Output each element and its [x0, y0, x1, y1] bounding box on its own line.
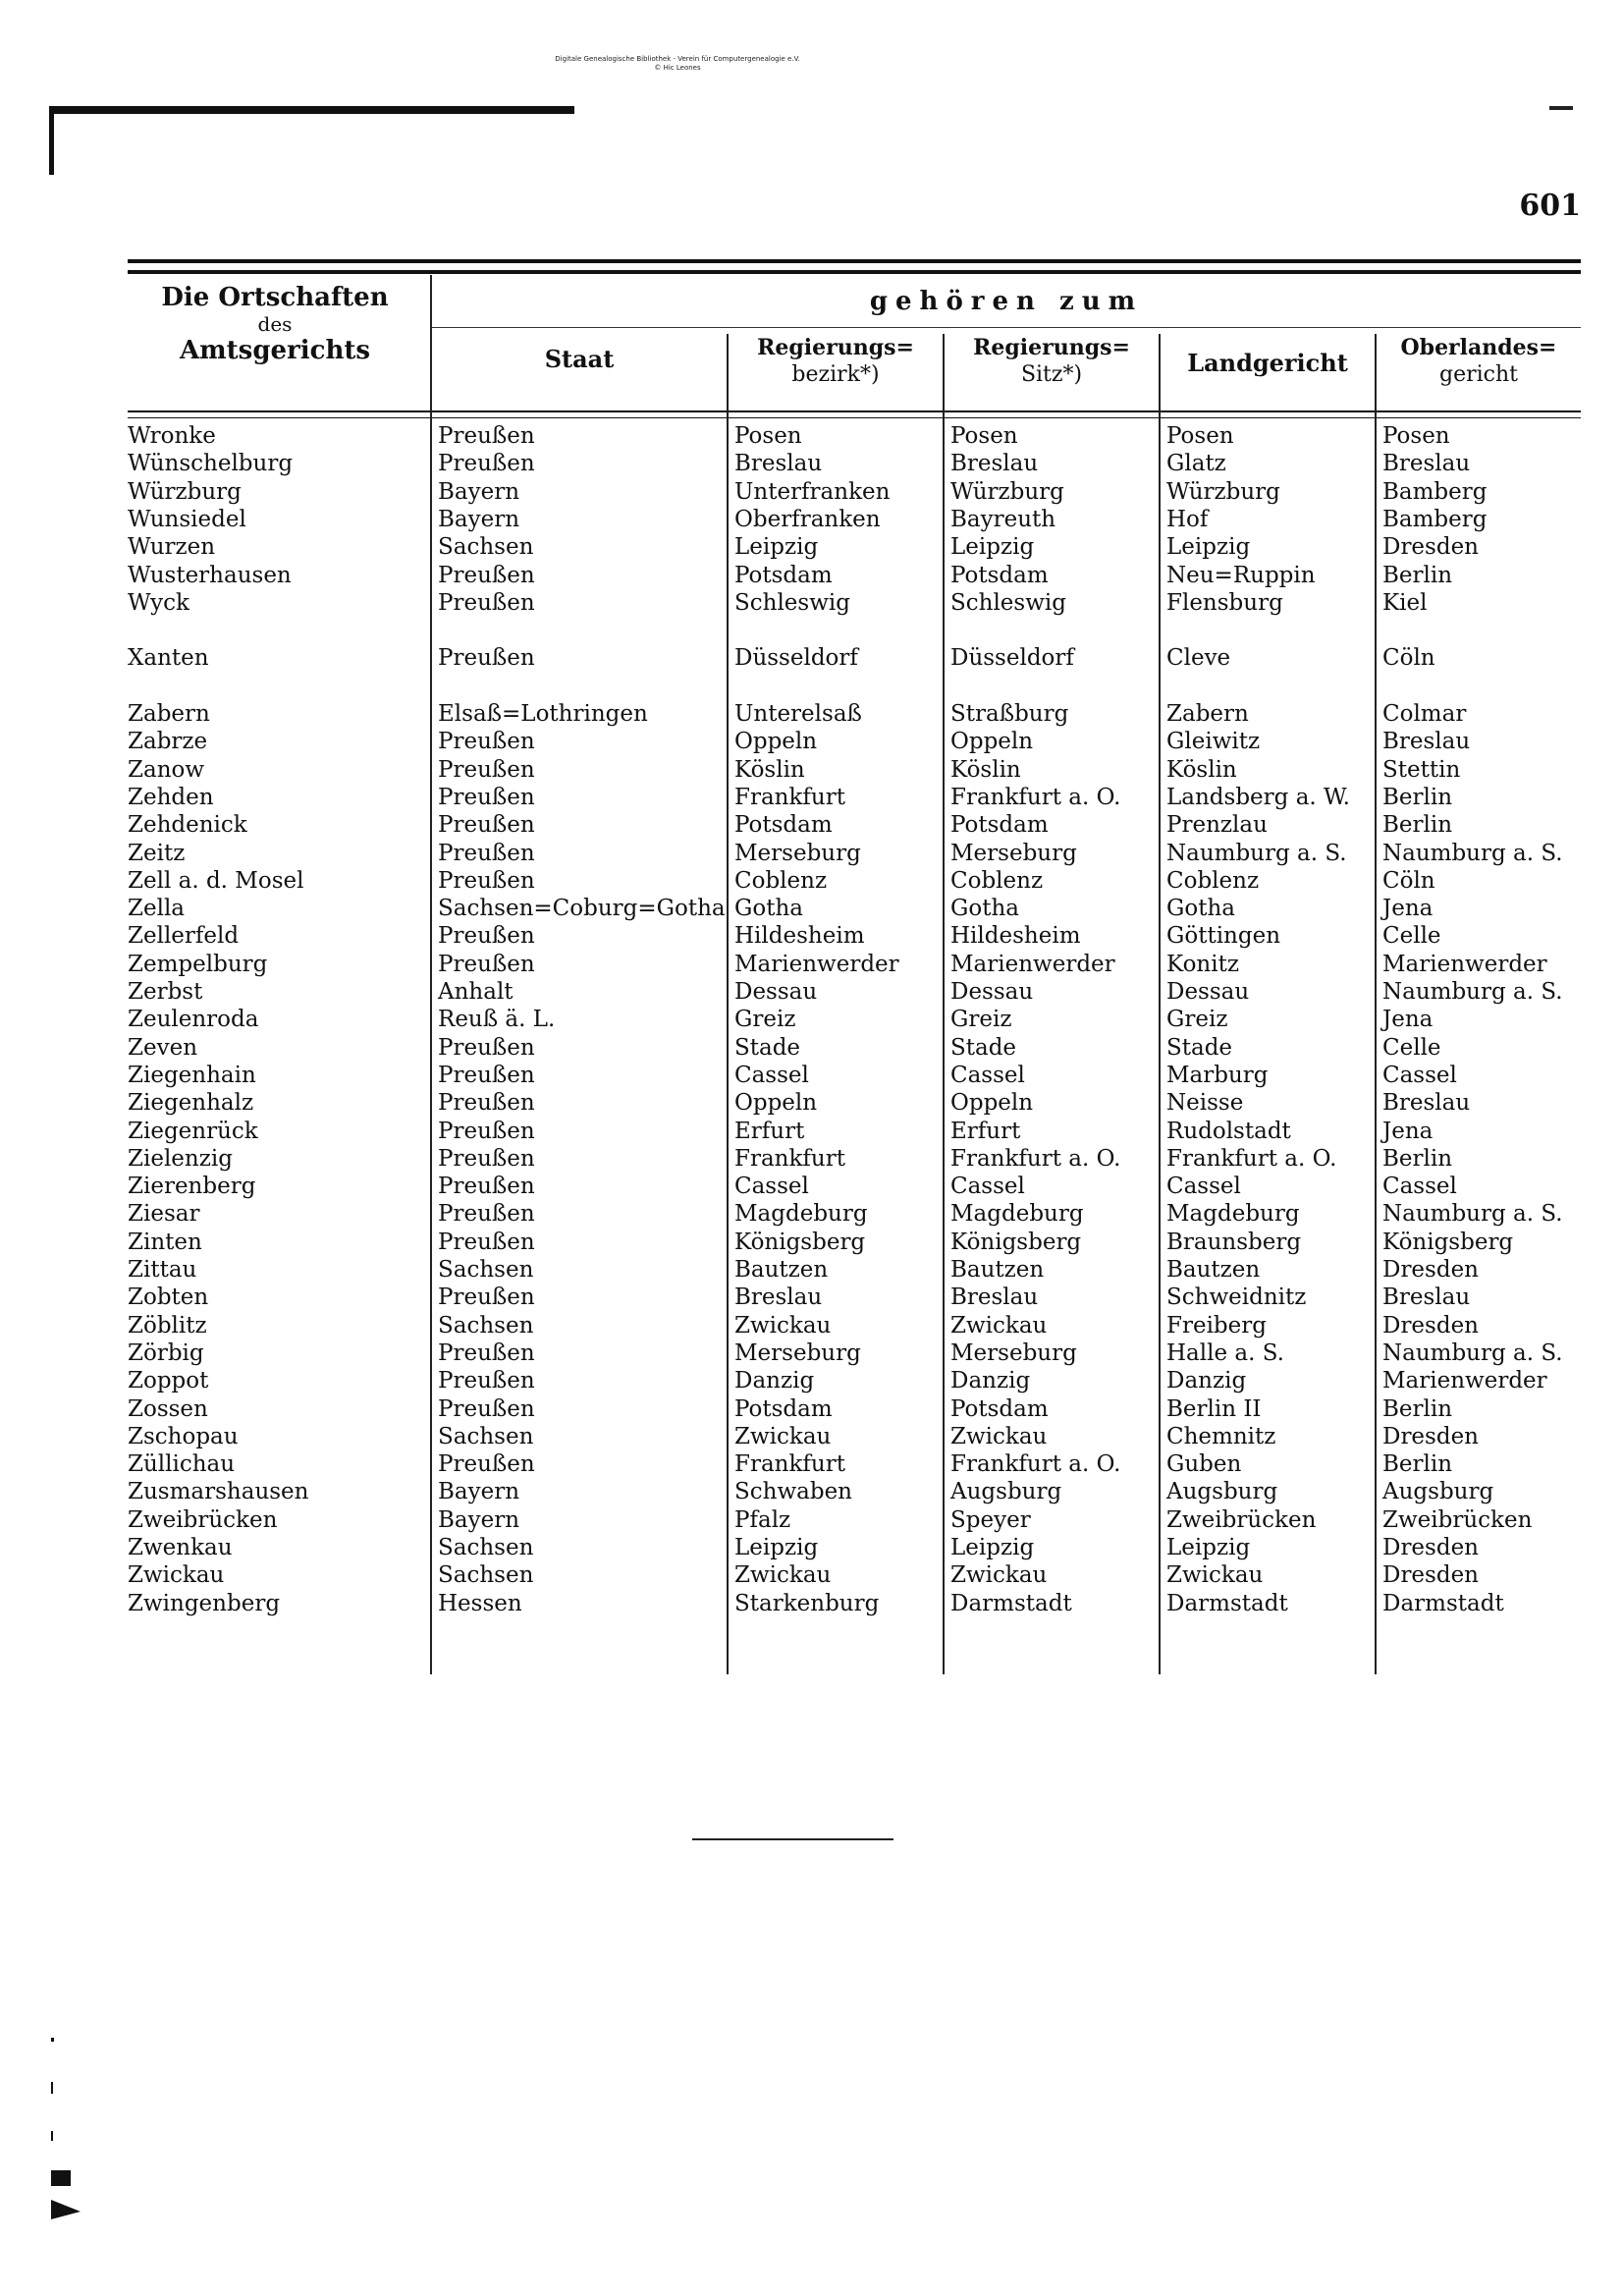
scan-speck	[51, 2170, 71, 2186]
cell-ortschaft: Wünschelburg	[128, 451, 294, 477]
cell-oberlandesgericht: Kiel	[1382, 589, 1428, 616]
cell-landgericht: Köslin	[1166, 756, 1237, 783]
header-ortschaften	[128, 283, 422, 365]
cell-ortschaft: Ziesar	[128, 1201, 200, 1228]
cell-staat: Bayern	[438, 478, 520, 505]
cell-regierungsbezirk: Bautzen	[734, 1257, 829, 1283]
cell-regierungsbezirk: Frankfurt	[734, 1145, 845, 1172]
cell-landgericht: Magdeburg	[1166, 1201, 1300, 1228]
scan-edge-left	[49, 106, 54, 175]
cell-regierungsbezirk: Potsdam	[734, 562, 833, 588]
cell-ortschaft: Zwenkau	[128, 1535, 233, 1560]
cell-regierungssitz: Königsberg	[950, 1229, 1082, 1255]
cell-regierungssitz: Straßburg	[950, 701, 1069, 727]
cell-landgericht: Naumburg a. S.	[1166, 840, 1347, 866]
cell-regierungssitz: Breslau	[950, 1285, 1039, 1311]
cell-oberlandesgericht: Dresden	[1382, 534, 1479, 561]
cell-landgericht: Zwickau	[1166, 1562, 1264, 1589]
header-regierungsbezirk	[729, 334, 943, 389]
cell-ortschaft: Ziegenrück	[128, 1118, 258, 1144]
cell-regierungsbezirk: Oberfranken	[734, 506, 881, 532]
cell-oberlandesgericht: Darmstadt	[1382, 1590, 1504, 1616]
cell-staat: Preußen	[438, 1145, 535, 1172]
bottom-rule	[692, 1838, 893, 1840]
cell-staat: Preußen	[438, 951, 535, 977]
cell-regierungssitz: Potsdam	[950, 812, 1049, 839]
cell-staat: Preußen	[438, 645, 535, 672]
cell-ortschaft: Zittau	[128, 1257, 197, 1283]
cell-ortschaft: Zöblitz	[128, 1312, 207, 1339]
cell-landgericht: Halle a. S.	[1166, 1339, 1284, 1366]
header-staat: Staat	[544, 345, 615, 373]
cell-landgericht: Neu=Ruppin	[1166, 562, 1316, 588]
top-rule-thick	[128, 259, 1581, 263]
scan-speck	[51, 2082, 53, 2094]
cell-landgericht: Marburg	[1166, 1062, 1269, 1088]
header-ortschaften-line3: Amtsgerichts	[179, 336, 370, 365]
cell-oberlandesgericht: Celle	[1382, 923, 1441, 950]
cell-regierungssitz: Hildesheim	[950, 923, 1081, 950]
cell-ortschaft: Ziegenhalz	[128, 1090, 254, 1117]
cell-regierungsbezirk: Danzig	[734, 1368, 815, 1394]
cell-staat: Anhalt	[438, 979, 514, 1005]
cell-oberlandesgericht: Dresden	[1382, 1423, 1479, 1449]
cell-ortschaft: Zschopau	[128, 1423, 239, 1449]
cell-landgericht: Schweidnitz	[1166, 1285, 1307, 1311]
cell-staat: Preußen	[438, 1285, 535, 1311]
cell-regierungsbezirk: Zwickau	[734, 1312, 832, 1339]
cell-regierungssitz: Bautzen	[950, 1257, 1045, 1283]
cell-staat: Preußen	[438, 784, 535, 810]
cell-landgericht: Göttingen	[1166, 923, 1281, 950]
cell-staat: Preußen	[438, 1090, 535, 1117]
cell-landgericht: Bautzen	[1166, 1257, 1261, 1283]
cell-regierungssitz: Würzburg	[950, 478, 1064, 505]
cell-regierungssitz: Oppeln	[950, 729, 1034, 755]
cell-regierungssitz: Magdeburg	[950, 1201, 1084, 1228]
header-olg-line2: gericht	[1439, 362, 1518, 387]
cell-staat: Preußen	[438, 423, 535, 449]
cell-staat: Preußen	[438, 840, 535, 866]
cell-staat: Preußen	[438, 1201, 535, 1228]
cell-staat: Preußen	[438, 451, 535, 477]
cell-staat: Sachsen	[438, 1423, 534, 1449]
cell-regierungssitz: Potsdam	[950, 1395, 1049, 1422]
cell-landgericht: Dessau	[1166, 979, 1250, 1005]
cell-staat: Preußen	[438, 867, 535, 894]
cell-landgericht: Flensburg	[1166, 589, 1283, 616]
cell-oberlandesgericht: Dresden	[1382, 1257, 1479, 1283]
cell-oberlandesgericht: Dresden	[1382, 1312, 1479, 1339]
top-rule-second	[128, 270, 1581, 274]
cell-regierungssitz: Speyer	[950, 1506, 1031, 1533]
cell-staat: Preußen	[438, 1062, 535, 1088]
cell-regierungsbezirk: Zwickau	[734, 1562, 832, 1589]
cell-regierungssitz: Danzig	[950, 1368, 1031, 1394]
cell-oberlandesgericht: Berlin	[1382, 1145, 1453, 1172]
cell-regierungsbezirk: Greiz	[734, 1007, 796, 1033]
cell-ortschaft: Xanten	[128, 645, 209, 672]
cell-regierungsbezirk: Breslau	[734, 1285, 823, 1311]
header-olg-line1: Oberlandes=	[1400, 335, 1557, 360]
cell-oberlandesgericht: Bamberg	[1382, 506, 1488, 532]
cell-regierungssitz: Zwickau	[950, 1312, 1048, 1339]
header-bottom-rule	[128, 410, 1581, 412]
cell-regierungssitz: Leipzig	[950, 1535, 1035, 1560]
scan-edge-bar	[49, 106, 574, 114]
cell-regierungsbezirk: Gotha	[734, 896, 803, 922]
cell-regierungssitz: Düsseldorf	[950, 645, 1074, 672]
header-ortschaften-line2: des	[257, 312, 293, 336]
cell-oberlandesgericht: Cassel	[1382, 1174, 1457, 1200]
cell-regierungssitz: Oppeln	[950, 1090, 1034, 1117]
header-regsitz-line1: Regierungs=	[973, 335, 1130, 360]
cell-staat: Preußen	[438, 589, 535, 616]
cell-oberlandesgericht: Dresden	[1382, 1562, 1479, 1589]
cell-staat: Preußen	[438, 729, 535, 755]
cell-ortschaft: Wunsiedel	[128, 506, 246, 532]
cell-regierungsbezirk: Starkenburg	[734, 1590, 880, 1616]
page-number: 601	[1519, 189, 1581, 223]
cell-staat: Sachsen	[438, 534, 534, 561]
cell-oberlandesgericht: Breslau	[1382, 1090, 1471, 1117]
cell-landgericht: Stade	[1166, 1034, 1233, 1061]
cell-regierungssitz: Potsdam	[950, 562, 1049, 588]
cell-oberlandesgericht: Jena	[1382, 1007, 1434, 1033]
cell-oberlandesgericht: Zweibrücken	[1382, 1506, 1533, 1533]
cell-landgericht: Zweibrücken	[1166, 1506, 1317, 1533]
cell-regierungssitz: Gotha	[950, 896, 1019, 922]
column-divider	[1159, 334, 1161, 1674]
cell-landgericht: Konitz	[1166, 951, 1239, 977]
cell-regierungssitz: Augsburg	[950, 1479, 1062, 1505]
cell-regierungssitz: Posen	[950, 423, 1018, 449]
cell-landgericht: Coblenz	[1166, 867, 1260, 894]
cell-ortschaft: Zell a. d. Mosel	[128, 867, 304, 894]
cell-landgericht: Guben	[1166, 1451, 1242, 1478]
cell-oberlandesgericht: Breslau	[1382, 451, 1471, 477]
cell-landgericht: Neisse	[1166, 1090, 1244, 1117]
cell-regierungssitz: Erfurt	[950, 1118, 1021, 1144]
cell-landgericht: Landsberg a. W.	[1166, 784, 1350, 810]
watermark-line1: Digitale Genealogische Bibliothek - Verein für Computergenealogie e.V.	[555, 55, 800, 63]
cell-staat: Preußen	[438, 812, 535, 839]
cell-regierungsbezirk: Dessau	[734, 979, 818, 1005]
cell-ortschaft: Zehden	[128, 784, 214, 810]
cell-regierungssitz: Frankfurt a. O.	[950, 1145, 1121, 1172]
cell-oberlandesgericht: Jena	[1382, 1118, 1434, 1144]
cell-landgericht: Hof	[1166, 506, 1209, 532]
cell-landgericht: Darmstadt	[1166, 1590, 1288, 1616]
cell-oberlandesgericht: Berlin	[1382, 812, 1453, 839]
cell-landgericht: Leipzig	[1166, 534, 1251, 561]
cell-ortschaft: Ziegenhain	[128, 1062, 256, 1088]
cell-oberlandesgericht: Marienwerder	[1382, 951, 1547, 977]
header-landgericht: Landgericht	[1187, 349, 1348, 377]
header-regierungssitz	[945, 334, 1159, 389]
cell-landgericht: Augsburg	[1166, 1479, 1278, 1505]
cell-regierungssitz: Zwickau	[950, 1423, 1048, 1449]
cell-oberlandesgericht: Naumburg a. S.	[1382, 840, 1563, 866]
cell-oberlandesgericht: Naumburg a. S.	[1382, 1201, 1563, 1228]
cell-regierungssitz: Breslau	[950, 451, 1039, 477]
cell-landgericht: Leipzig	[1166, 1535, 1251, 1560]
cell-regierungssitz: Leipzig	[950, 534, 1035, 561]
cell-ortschaft: Zwickau	[128, 1562, 225, 1589]
cell-oberlandesgericht: Berlin	[1382, 1451, 1453, 1478]
cell-oberlandesgericht: Augsburg	[1382, 1479, 1494, 1505]
scan-corner-mark	[1549, 106, 1573, 110]
cell-regierungssitz: Cassel	[950, 1062, 1025, 1088]
cell-ortschaft: Zeitz	[128, 840, 186, 866]
cell-oberlandesgericht: Berlin	[1382, 784, 1453, 810]
cell-staat: Preußen	[438, 1229, 535, 1255]
column-divider	[727, 334, 729, 1674]
cell-regierungssitz: Coblenz	[950, 867, 1044, 894]
cell-staat: Bayern	[438, 1506, 520, 1533]
cell-regierungssitz: Dessau	[950, 979, 1034, 1005]
cell-ortschaft: Zeven	[128, 1034, 198, 1061]
cell-regierungsbezirk: Frankfurt	[734, 1451, 845, 1478]
cell-oberlandesgericht: Stettin	[1382, 756, 1461, 783]
cell-ortschaft: Zanow	[128, 756, 205, 783]
cell-regierungsbezirk: Potsdam	[734, 812, 833, 839]
cell-staat: Preußen	[438, 1339, 535, 1366]
header-oberlandesgericht	[1377, 334, 1581, 389]
cell-ortschaft: Zossen	[128, 1395, 208, 1422]
cell-staat: Reuß ä. L.	[438, 1007, 556, 1033]
cell-ortschaft: Zörbig	[128, 1339, 204, 1366]
cell-regierungsbezirk: Cassel	[734, 1062, 809, 1088]
cell-oberlandesgericht: Dresden	[1382, 1535, 1479, 1560]
cell-regierungsbezirk: Oppeln	[734, 1090, 818, 1117]
cell-regierungsbezirk: Zwickau	[734, 1423, 832, 1449]
scan-speck	[51, 2131, 53, 2141]
cell-landgericht: Gotha	[1166, 896, 1235, 922]
header-regbez-line2: bezirk*)	[791, 362, 880, 387]
cell-ortschaft: Wurzen	[128, 534, 216, 561]
cell-ortschaft: Zwingenberg	[128, 1590, 281, 1616]
cell-oberlandesgericht: Naumburg a. S.	[1382, 1339, 1563, 1366]
cell-oberlandesgericht: Berlin	[1382, 1395, 1453, 1422]
cell-staat: Preußen	[438, 1368, 535, 1394]
cell-staat: Bayern	[438, 1479, 520, 1505]
cell-landgericht: Gleiwitz	[1166, 729, 1261, 755]
cell-regierungsbezirk: Unterelsaß	[734, 701, 862, 727]
cell-ortschaft: Zoppot	[128, 1368, 209, 1394]
cell-regierungssitz: Frankfurt a. O.	[950, 784, 1121, 810]
cell-landgericht: Cassel	[1166, 1174, 1241, 1200]
cell-staat: Elsaß=Lothringen	[438, 701, 648, 727]
cell-regierungsbezirk: Breslau	[734, 451, 823, 477]
cell-staat: Preußen	[438, 1034, 535, 1061]
watermark	[432, 55, 923, 73]
cell-landgericht: Cleve	[1166, 645, 1231, 672]
cell-staat: Preußen	[438, 1118, 535, 1144]
cell-landgericht: Braunsberg	[1166, 1229, 1302, 1255]
cell-regierungsbezirk: Potsdam	[734, 1395, 833, 1422]
header-bottom-rule-thin	[128, 417, 1581, 418]
cell-landgericht: Berlin II	[1166, 1395, 1262, 1422]
cell-oberlandesgericht: Jena	[1382, 896, 1434, 922]
cell-landgericht: Zabern	[1166, 701, 1249, 727]
cell-regierungsbezirk: Köslin	[734, 756, 805, 783]
cell-staat: Sachsen	[438, 1257, 534, 1283]
header-sub-rule	[432, 327, 1581, 328]
column-divider	[1375, 334, 1377, 1674]
cell-staat: Preußen	[438, 756, 535, 783]
cell-regierungsbezirk: Frankfurt	[734, 784, 845, 810]
cell-ortschaft: Zierenberg	[128, 1174, 256, 1200]
cell-ortschaft: Zusmarshausen	[128, 1479, 309, 1505]
header-group: gehören zum	[869, 287, 1144, 316]
cell-regierungssitz: Marienwerder	[950, 951, 1115, 977]
cell-regierungsbezirk: Stade	[734, 1034, 801, 1061]
cell-regierungssitz: Stade	[950, 1034, 1017, 1061]
cell-staat: Sachsen	[438, 1535, 534, 1560]
cell-oberlandesgericht: Posen	[1382, 423, 1450, 449]
cell-landgericht: Freiberg	[1166, 1312, 1267, 1339]
header-regbez-line1: Regierungs=	[757, 335, 914, 360]
cell-oberlandesgericht: Cöln	[1382, 867, 1435, 894]
cell-regierungssitz: Greiz	[950, 1007, 1012, 1033]
cell-staat: Sachsen	[438, 1562, 534, 1589]
cell-regierungssitz: Cassel	[950, 1174, 1025, 1200]
cell-landgericht: Chemnitz	[1166, 1423, 1276, 1449]
column-divider	[430, 275, 432, 1674]
cell-regierungsbezirk: Leipzig	[734, 534, 819, 561]
cell-regierungsbezirk: Leipzig	[734, 1535, 819, 1560]
cell-regierungssitz: Zwickau	[950, 1562, 1048, 1589]
cell-landgericht: Danzig	[1166, 1368, 1247, 1394]
cell-ortschaft: Zella	[128, 896, 186, 922]
header-ortschaften-line1: Die Ortschaften	[161, 283, 389, 312]
cell-ortschaft: Zehdenick	[128, 812, 247, 839]
cell-ortschaft: Wyck	[128, 589, 189, 616]
cell-staat: Hessen	[438, 1590, 522, 1616]
scan-speck	[51, 2200, 81, 2219]
cell-landgericht: Rudolstadt	[1166, 1118, 1291, 1144]
cell-regierungssitz: Frankfurt a. O.	[950, 1451, 1121, 1478]
cell-regierungsbezirk: Oppeln	[734, 729, 818, 755]
cell-oberlandesgericht: Colmar	[1382, 701, 1467, 727]
cell-ortschaft: Zweibrücken	[128, 1506, 278, 1533]
cell-ortschaft: Züllichau	[128, 1451, 236, 1478]
cell-regierungsbezirk: Merseburg	[734, 840, 861, 866]
cell-landgericht: Greiz	[1166, 1007, 1228, 1033]
cell-ortschaft: Wusterhausen	[128, 562, 292, 588]
cell-staat: Sachsen	[438, 1312, 534, 1339]
cell-regierungsbezirk: Schwaben	[734, 1479, 852, 1505]
cell-oberlandesgericht: Berlin	[1382, 562, 1453, 588]
cell-regierungssitz: Darmstadt	[950, 1590, 1072, 1616]
cell-regierungssitz: Merseburg	[950, 1339, 1077, 1366]
cell-ortschaft: Zellerfeld	[128, 923, 240, 950]
scan-speck	[51, 2038, 54, 2042]
cell-staat: Preußen	[438, 1395, 535, 1422]
cell-ortschaft: Zerbst	[128, 979, 203, 1005]
cell-regierungsbezirk: Pfalz	[734, 1506, 791, 1533]
cell-regierungssitz: Köslin	[950, 756, 1021, 783]
cell-regierungsbezirk: Hildesheim	[734, 923, 865, 950]
cell-regierungssitz: Bayreuth	[950, 506, 1056, 532]
column-divider	[943, 334, 945, 1674]
cell-landgericht: Glatz	[1166, 451, 1226, 477]
cell-ortschaft: Zempelburg	[128, 951, 268, 977]
cell-regierungssitz: Merseburg	[950, 840, 1077, 866]
cell-staat: Preußen	[438, 562, 535, 588]
cell-oberlandesgericht: Bamberg	[1382, 478, 1488, 505]
cell-oberlandesgericht: Celle	[1382, 1034, 1441, 1061]
cell-landgericht: Prenzlau	[1166, 812, 1268, 839]
cell-oberlandesgericht: Cassel	[1382, 1062, 1457, 1088]
cell-regierungsbezirk: Marienwerder	[734, 951, 899, 977]
cell-landgericht: Würzburg	[1166, 478, 1280, 505]
cell-landgericht: Posen	[1166, 423, 1234, 449]
cell-regierungsbezirk: Posen	[734, 423, 802, 449]
cell-regierungsbezirk: Schleswig	[734, 589, 850, 616]
cell-ortschaft: Zeulenroda	[128, 1007, 259, 1033]
cell-regierungssitz: Schleswig	[950, 589, 1066, 616]
cell-regierungsbezirk: Unterfranken	[734, 478, 891, 505]
cell-staat: Preußen	[438, 923, 535, 950]
watermark-line2: © Hic Leones	[654, 64, 701, 72]
cell-oberlandesgericht: Königsberg	[1382, 1229, 1514, 1255]
cell-ortschaft: Zabern	[128, 701, 210, 727]
cell-ortschaft: Zinten	[128, 1229, 202, 1255]
cell-regierungsbezirk: Königsberg	[734, 1229, 866, 1255]
cell-oberlandesgericht: Naumburg a. S.	[1382, 979, 1563, 1005]
cell-ortschaft: Zielenzig	[128, 1145, 233, 1172]
cell-staat: Preußen	[438, 1174, 535, 1200]
cell-staat: Preußen	[438, 1451, 535, 1478]
cell-oberlandesgericht: Cöln	[1382, 645, 1435, 672]
cell-ortschaft: Zabrze	[128, 729, 208, 755]
cell-landgericht: Frankfurt a. O.	[1166, 1145, 1337, 1172]
cell-regierungsbezirk: Erfurt	[734, 1118, 805, 1144]
cell-oberlandesgericht: Breslau	[1382, 729, 1471, 755]
cell-regierungsbezirk: Magdeburg	[734, 1201, 868, 1228]
header-regsitz-line2: Sitz*)	[1020, 362, 1083, 387]
cell-ortschaft: Wronke	[128, 423, 216, 449]
cell-oberlandesgericht: Marienwerder	[1382, 1368, 1547, 1394]
cell-staat: Bayern	[438, 506, 520, 532]
cell-regierungsbezirk: Düsseldorf	[734, 645, 858, 672]
cell-ortschaft: Zobten	[128, 1285, 209, 1311]
cell-regierungsbezirk: Coblenz	[734, 867, 828, 894]
cell-staat: Sachsen=Coburg=Gotha	[438, 896, 726, 922]
cell-regierungsbezirk: Merseburg	[734, 1339, 861, 1366]
cell-regierungsbezirk: Cassel	[734, 1174, 809, 1200]
cell-ortschaft: Würzburg	[128, 478, 242, 505]
cell-oberlandesgericht: Breslau	[1382, 1285, 1471, 1311]
